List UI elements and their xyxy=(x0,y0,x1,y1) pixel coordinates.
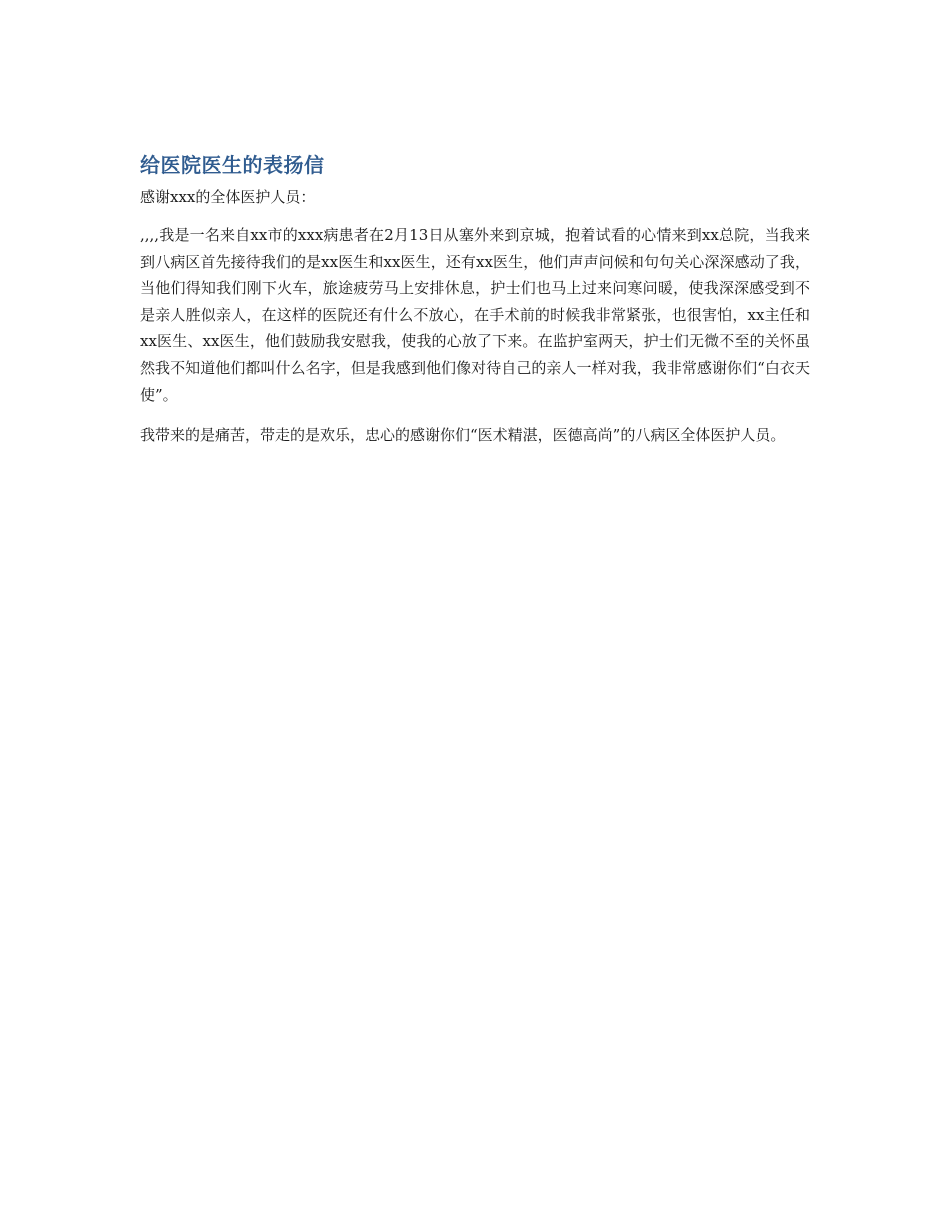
letter-title: 给医院医生的表扬信 xyxy=(140,153,325,177)
letter-greeting: 感谢xxx的全体医护人员： xyxy=(140,188,316,206)
letter-body xyxy=(140,150,810,463)
letter-paragraph-1: ,,,,我是一名来自xx市的xxx病患者在2月13日从塞外来到京城，抱着试看的心情来到xx总院，当我来到八病区首先接待我们的是xx医生和xx医生，还有xx医生，他们声声问候和句句关心深深感动了我，当他们得知我们刚下火车，旅途疲劳马上安排休息，护士们也马上过来问寒问暖，使我深深感受到不是亲人胜似亲人，在这样的医院还有什么不放心，在手术前的时候我非常紧张，也很害怕，xx主任和xx医生、xx医生，他们鼓励我安慰我，使我的心放了下来。在监护室两天，护士们无微不至的关怀虽然我不知道他们都叫什么名字，但是我感到他们像对待自己的亲人一样对我，我非常感谢你们“白衣天使”。 xyxy=(140,226,810,404)
letter-paragraph-2: 我带来的是痛苦，带走的是欢乐，忠心的感谢你们“医术精湛，医德高尚”的八病区全体医护人员。 xyxy=(140,426,786,445)
